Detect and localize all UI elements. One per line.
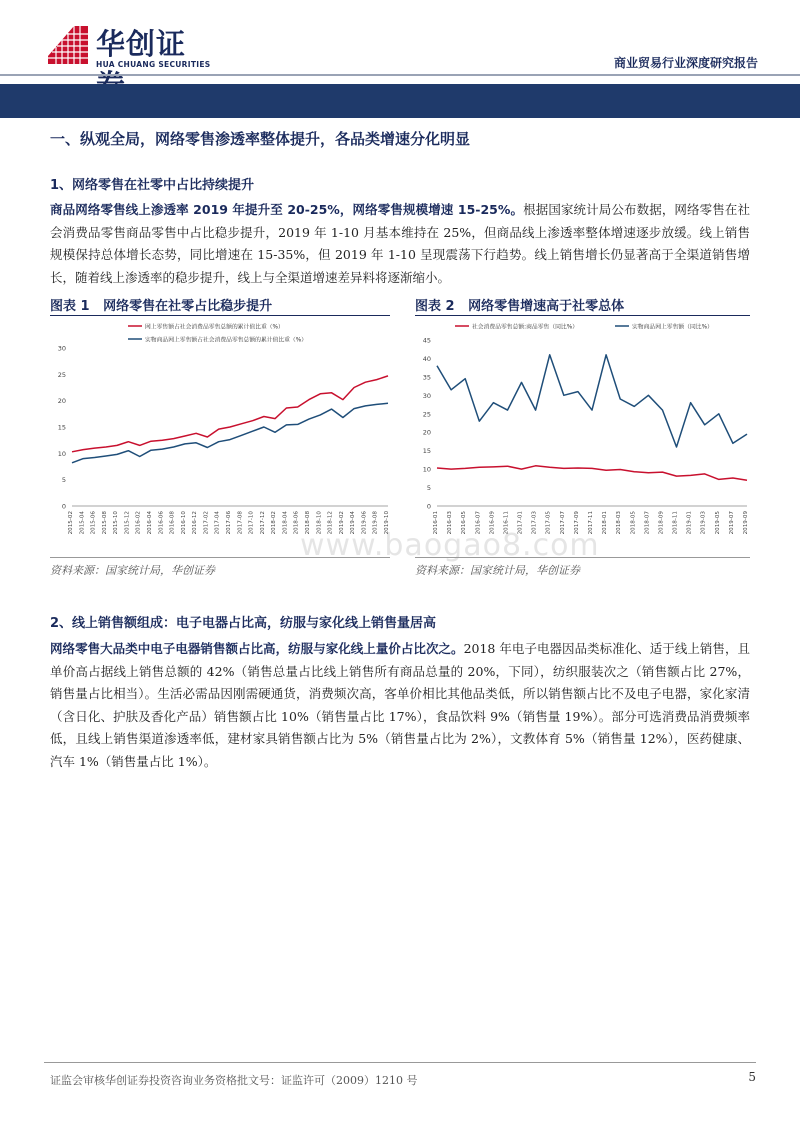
legend-label: 社会消费品零售总额:商品零售（同比%） [472, 324, 579, 331]
series-line-2 [437, 355, 747, 447]
x-tick-label: 2017-01 [517, 511, 524, 535]
subsection-heading-1: 1、网络零售在社零中占比持续提升 [50, 178, 255, 193]
logo-mark-icon [44, 22, 90, 68]
y-tick-label: 25 [57, 370, 66, 379]
y-tick-label: 15 [422, 447, 431, 456]
paragraph-2-lead: 网络零售大品类中电子电器销售额占比高，纺服与家化线上量价占比次之。 [50, 641, 464, 656]
report-title: 商业贸易行业深度研究报告 [613, 56, 758, 70]
x-tick-label: 2018-04 [282, 511, 289, 535]
x-tick-label: 2017-06 [226, 511, 232, 535]
figure-2-label: 图表 2 [415, 299, 455, 314]
x-tick-label: 2015-08 [101, 511, 108, 535]
x-tick-label: 2019-04 [350, 511, 357, 535]
y-tick-label: 40 [422, 354, 431, 363]
x-tick-label: 2016-02 [135, 511, 142, 535]
series-line-1 [437, 466, 747, 480]
x-tick-label: 2019-09 [743, 511, 749, 535]
figure-1-source: 资料来源：国家统计局，华创证券 [50, 564, 215, 577]
x-tick-label: 2015-06 [90, 511, 97, 535]
figure-1-label: 图表 1 [50, 299, 90, 314]
figure-2-top-rule [415, 315, 750, 316]
x-tick-label: 2017-07 [559, 511, 566, 535]
x-tick-label: 2017-03 [531, 511, 538, 535]
x-tick-label: 2017-11 [588, 511, 594, 535]
x-tick-label: 2015-02 [68, 511, 74, 535]
x-tick-label: 2017-04 [214, 511, 221, 535]
figure-1-top-rule [50, 315, 390, 316]
x-tick-label: 2019-06 [361, 511, 368, 535]
x-tick-label: 2018-01 [602, 511, 609, 535]
x-tick-label: 2018-09 [658, 511, 665, 535]
x-tick-label: 2017-09 [573, 511, 580, 535]
x-tick-label: 2016-04 [147, 511, 153, 535]
x-tick-label: 2016-12 [192, 511, 199, 535]
paragraph-2-body: 2018 年电子电器因品类标准化、适于线上销售，且单价高占据线上销售总额的 42%（销售总量占比线上销售所有商品总量的 20%，下同），纺织服装次之（销售额占比 27%，销售量占比相当）。生活必需品因刚需硬通货，消费频次高，客单价相比其他品类低，所以销售额占比不及电子电器，家化家清（含日化、护肤及香化产品）销售额占比 10%（销售量占比 17%），食品饮料 9%（销售量 19%）。部分可选消费品消费频率低，且线上销售渠道渗透率低，建材家具销售额占比为 5%（销售量占比为 2%），文教体育 5%（销售量 12%），医药健康、汽车 1%（销售量占比 1%）。 [50, 641, 750, 769]
x-tick-label: 2016-05 [461, 511, 468, 535]
series-line-2 [72, 403, 388, 463]
x-tick-label: 2018-06 [293, 511, 300, 535]
x-tick-label: 2015-10 [113, 511, 120, 535]
legend-label: 实物商品网上零售额（同比%） [632, 324, 713, 331]
x-tick-label: 2016-01 [433, 511, 439, 535]
y-tick-label: 25 [422, 410, 431, 419]
y-tick-label: 10 [57, 449, 66, 458]
y-tick-label: 20 [422, 428, 431, 437]
x-tick-label: 2017-12 [259, 511, 266, 535]
logo-chinese-name: 华创证 [96, 27, 187, 61]
y-tick-label: 10 [422, 465, 431, 474]
section-heading: 一、纵观全局，网络零售渗透率整体提升，各品类增速分化明显 [50, 130, 471, 148]
page-number: 5 [748, 1070, 756, 1084]
y-tick-label: 30 [57, 344, 66, 353]
y-tick-label: 15 [57, 423, 66, 432]
y-tick-label: 45 [422, 336, 431, 345]
x-tick-label: 2017-08 [237, 511, 244, 535]
x-tick-label: 2016-08 [169, 511, 176, 535]
x-tick-label: 2018-07 [644, 511, 651, 535]
y-tick-label: 5 [426, 484, 431, 493]
x-tick-label: 2019-01 [686, 511, 693, 535]
header-divider [0, 74, 800, 76]
legend-label: 实物商品网上零售额占社会消费品零售总额的累计值比重（%） [145, 337, 308, 344]
header-band [0, 84, 800, 118]
y-tick-label: 20 [57, 397, 66, 406]
y-tick-label: 0 [426, 502, 431, 511]
x-tick-label: 2018-10 [316, 511, 323, 535]
paragraph-1 [50, 199, 750, 289]
series-line-1 [72, 376, 388, 452]
x-tick-label: 2016-10 [180, 511, 187, 535]
legend-label: 网上零售额占社会消费品零售总额的累计值比重（%） [145, 324, 284, 331]
x-tick-label: 2018-11 [672, 511, 679, 535]
x-tick-label: 2019-07 [728, 511, 735, 535]
watermark: www.baogao8.com [300, 528, 600, 563]
x-tick-label: 2017-10 [248, 511, 255, 535]
x-tick-label: 2016-09 [489, 511, 496, 535]
company-logo [44, 20, 214, 76]
x-tick-label: 2016-03 [447, 511, 454, 535]
x-tick-label: 2015-12 [124, 511, 131, 535]
x-tick-label: 2018-05 [630, 511, 637, 535]
x-tick-label: 2019-03 [700, 511, 707, 535]
x-tick-label: 2018-03 [616, 511, 623, 535]
x-tick-label: 2019-02 [338, 511, 345, 535]
paragraph-2 [50, 638, 750, 773]
logo-english-name: HUA CHUANG SECURITIES [96, 60, 211, 69]
y-tick-label: 0 [61, 502, 66, 511]
footer-divider [44, 1062, 756, 1063]
footer-license-text: 证监会审核华创证券投资咨询业务资格批文号：证监许可（2009）1210 号 [50, 1074, 418, 1087]
y-tick-label: 30 [422, 391, 431, 400]
x-tick-label: 2019-05 [714, 511, 721, 535]
x-tick-label: 2018-12 [327, 511, 334, 535]
x-tick-label: 2019-10 [384, 511, 390, 535]
figure-1-caption: 网络零售在社零占比稳步提升 [103, 299, 273, 314]
figure-1-chart [50, 318, 390, 553]
y-tick-label: 35 [422, 373, 431, 382]
paragraph-1-lead: 商品网络零售线上渗透率 2019 年提升至 20-25%，网络零售规模增速 15-25%。 [50, 202, 524, 217]
figure-1-title [50, 295, 272, 314]
figure-2-source: 资料来源：国家统计局，华创证券 [415, 564, 580, 577]
figure-2-chart [415, 318, 750, 553]
x-tick-label: 2015-04 [79, 511, 86, 535]
x-tick-label: 2017-05 [545, 511, 552, 535]
x-tick-label: 2016-11 [503, 511, 510, 535]
paragraph-1-body: 根据国家统计局公布数据，网络零售在社会消费品零售商品零售中占比稳步提升，2019 年 1-10 月基本维持在 25%，但商品线上渗透率整体增速逐步放缓。线上销售规模保持总体增长态势，同比增速在 15-35%，但 2019 年 1-10 呈现震荡下行趋势。线上销售增长仍显著高于全渠道销售增长，随着线上渗透率的稳步提升，线上与全渠道增速差异料将逐渐缩小。 [50, 202, 750, 285]
x-tick-label: 2018-08 [305, 511, 311, 535]
subsection-heading-2: 2、线上销售额组成：电子电器占比高，纺服与家化线上销售量居高 [50, 616, 437, 631]
figure-2-title [415, 295, 624, 314]
x-tick-label: 2016-07 [475, 511, 482, 535]
x-tick-label: 2018-02 [271, 511, 278, 535]
x-tick-label: 2016-06 [158, 511, 165, 535]
x-tick-label: 2017-02 [203, 511, 210, 535]
x-tick-label: 2019-08 [372, 511, 379, 535]
y-tick-label: 5 [61, 476, 66, 485]
figure-2-caption: 网络零售增速高于社零总体 [468, 299, 625, 314]
